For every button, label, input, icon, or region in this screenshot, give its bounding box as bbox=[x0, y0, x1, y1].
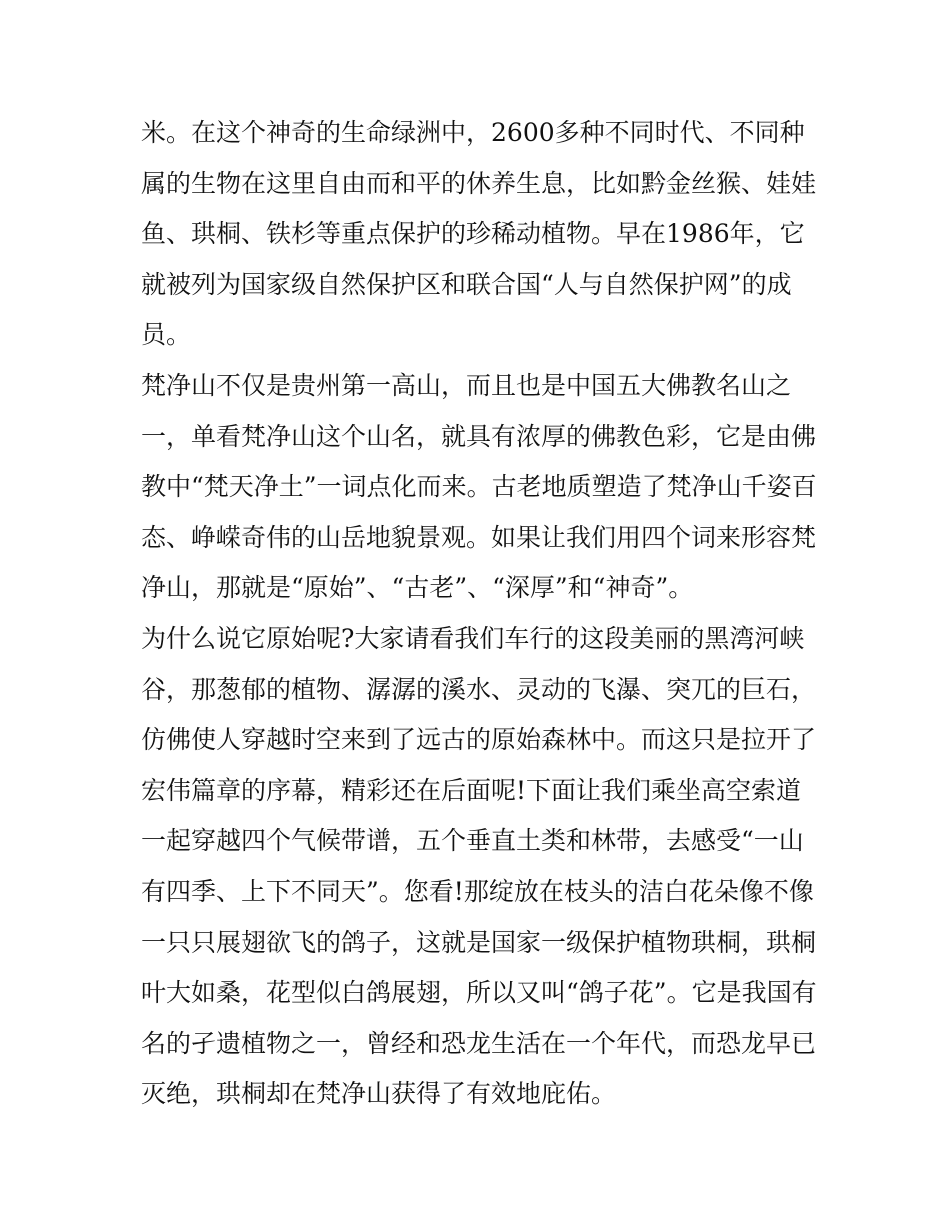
text-line: 叶大如桑，花型似白鸽展翅，所以又叫“鸽子花”。它是我国有 bbox=[141, 978, 817, 1008]
text-line: 有四季、上下不同天”。您看!那绽放在枝头的洁白花朵像不像 bbox=[141, 876, 814, 906]
text-line: 为什么说它原始呢?大家请看我们车行的这段美丽的黑湾河峡 bbox=[141, 623, 805, 653]
paragraph-3 bbox=[141, 614, 821, 1120]
paragraph-1 bbox=[141, 108, 821, 361]
document-body bbox=[141, 108, 821, 1120]
paragraph-2 bbox=[141, 361, 821, 614]
text-line: 宏伟篇章的序幕，精彩还在后面呢!下面让我们乘坐高空索道 bbox=[141, 775, 802, 805]
text-line: 仿佛使人穿越时空来到了远古的原始森林中。而这只是拉开了 bbox=[141, 725, 817, 755]
text-line: 态、峥嵘奇伟的山岳地貌景观。如果让我们用四个词来形容梵 bbox=[141, 522, 817, 552]
text-line: 净山，那就是“原始”、“古老”、“深厚”和“神奇”。 bbox=[141, 573, 694, 603]
text-line: 名的孑遗植物之一，曾经和恐龙生活在一个年代，而恐龙早已 bbox=[141, 1028, 817, 1058]
text-line: 灭绝，珙桐却在梵净山获得了有效地庇佑。 bbox=[141, 1079, 617, 1109]
text-line: 一，单看梵净山这个山名，就具有浓厚的佛教色彩，它是由佛 bbox=[141, 421, 817, 451]
text-line: 谷，那葱郁的植物、潺潺的溪水、灵动的飞瀑、突兀的巨石， bbox=[141, 674, 817, 704]
text-line: 就被列为国家级自然保护区和联合国“人与自然保护网”的成 bbox=[141, 269, 792, 299]
text-line: 员。 bbox=[141, 320, 192, 350]
text-line: 属的生物在这里自由而和平的休养生息，比如黔金丝猴、娃娃 bbox=[141, 168, 817, 198]
text-line: 梵净山不仅是贵州第一高山，而且也是中国五大佛教名山之 bbox=[141, 370, 792, 400]
text-line: 教中“梵天净土”一词点化而来。古老地质塑造了梵净山千姿百 bbox=[141, 472, 817, 502]
text-line: 鱼、珙桐、铁杉等重点保护的珍稀动植物。早在1986年，它 bbox=[141, 219, 805, 249]
text-line: 米。在这个神奇的生命绿洲中，2600多种不同时代、不同种 bbox=[141, 118, 805, 147]
text-line: 一起穿越四个气候带谱，五个垂直土类和林带，去感受“一山 bbox=[141, 826, 804, 856]
text-line: 一只只展翅欲飞的鸽子，这就是国家一级保护植物珙桐，珙桐 bbox=[141, 927, 817, 957]
